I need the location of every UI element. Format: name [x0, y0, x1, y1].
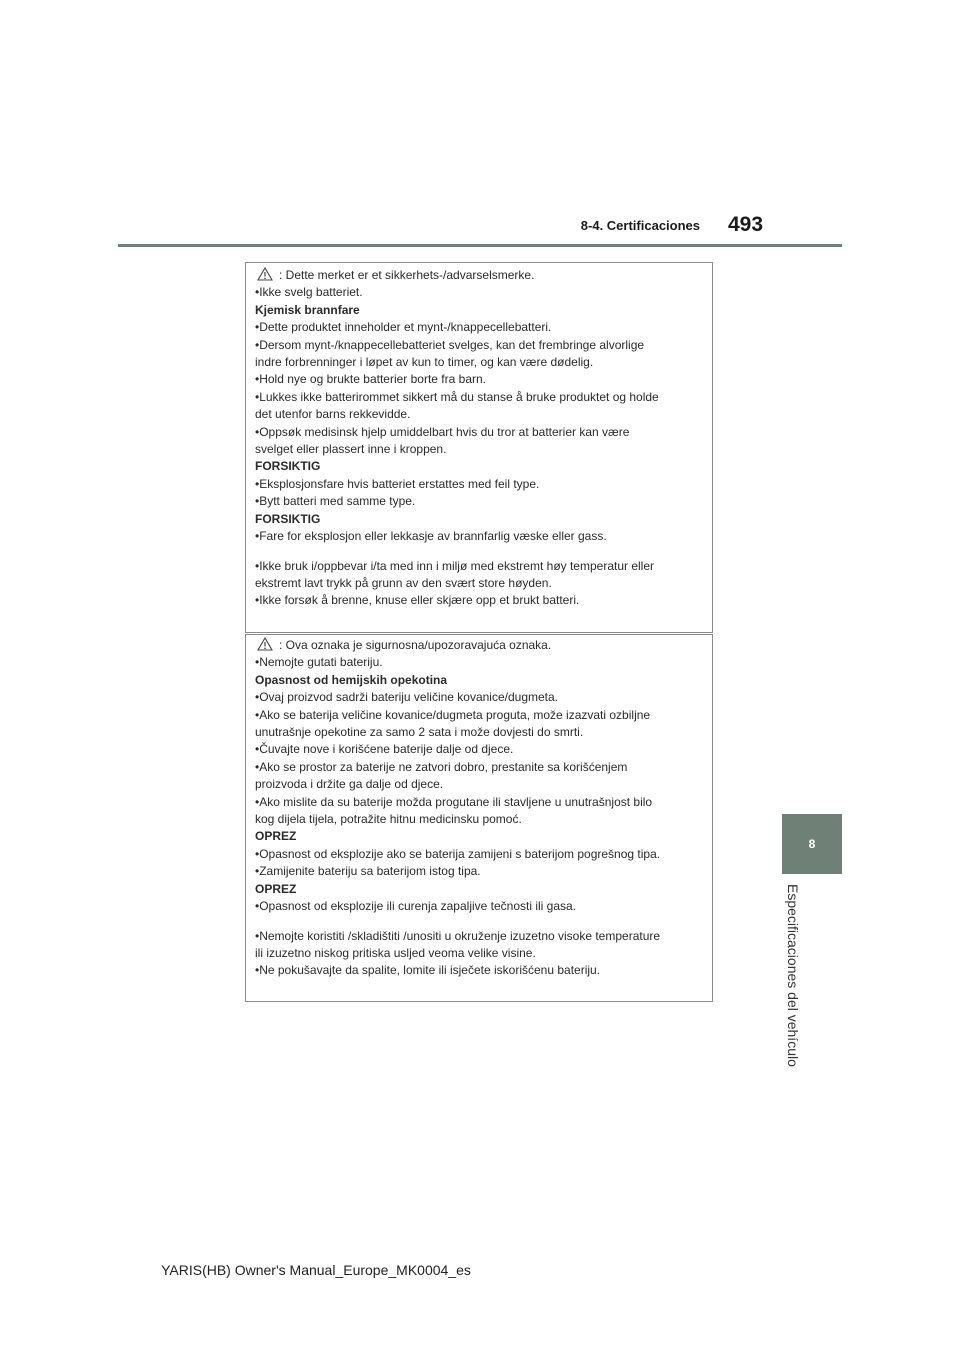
- label-line: •Opasnost od eksplozije ili curenja zapaljive tečnosti ili gasa.: [255, 899, 577, 914]
- label-line: •Ikke svelg batteriet.: [255, 285, 363, 300]
- label-line: •Ako mislite da su baterije možda progutane ili stavljene u unutrašnjost bilo: [255, 794, 653, 809]
- label-line: •Nemojte gutati bateriju.: [255, 655, 383, 670]
- chapter-tab: 8: [782, 814, 842, 874]
- label-line: •Ikke forsøk å brenne, knuse eller skjære opp et brukt batteri.: [255, 593, 580, 608]
- chapter-side-label: Especificaciones del vehículo: [785, 884, 801, 1067]
- label-line: •Fare for eksplosjon eller lekkasje av brannfarlig væske eller gass.: [255, 529, 607, 544]
- label-line: indre forbrenninger i løpet av kun to timer, og kan være dødelig.: [255, 355, 594, 370]
- header-rule: [118, 244, 842, 247]
- label-line: •Ne pokušavajte da spalite, lomite ili isječete iskorišćenu bateriju.: [255, 963, 601, 978]
- label-line: ili izuzetno niskog pritiska usljed veoma velike visine.: [255, 945, 536, 960]
- label-line: ekstremt lavt trykk på grunn av den svært store høyden.: [255, 575, 552, 590]
- label-line: •Eksplosjonsfare hvis batteriet erstattes med feil type.: [255, 476, 540, 491]
- label-line: •Dette produktet inneholder et mynt-/knappecellebatteri.: [255, 320, 552, 335]
- label-line: kog dijela tijela, potražite hitnu medicinsku pomoć.: [255, 812, 522, 827]
- page-number: 493: [728, 213, 764, 236]
- croatian-battery-label: [255, 637, 700, 980]
- manual-footer: [0, 1262, 960, 1278]
- label-heading: OPREZ: [255, 829, 297, 844]
- label-heading: Kjemisk brannfare: [255, 302, 360, 317]
- label-line: •Opasnost od eksplozije ako se baterija zamijeni s baterijom pogrešnog tipa.: [255, 846, 661, 861]
- warning-triangle-icon: [255, 637, 277, 651]
- label-line: •Ikke bruk i/oppbevar i/ta med inn i miljø med ekstremt høy temperatur eller: [255, 558, 655, 573]
- label-line: •Ako se baterija veličine kovanice/dugmeta proguta, može izazvati ozbiljne: [255, 707, 651, 722]
- label-line: •Nemojte koristiti /skladištiti /unositi u okruženje izuzetno visoke temperature: [255, 928, 661, 943]
- warning-mark-text: : Dette merket er et sikkerhets-/advarselsmerke.: [279, 268, 535, 282]
- warning-mark-text: : Ova oznaka je sigurnosna/upozoravajuća oznaka.: [279, 638, 552, 652]
- footer-text: YARIS(HB) Owner's Manual_Europe_MK0004_es: [161, 1262, 471, 1278]
- norwegian-battery-label: [255, 267, 700, 610]
- label-line: •Dersom mynt-/knappecellebatteriet svelges, kan det frembringe alvorlige: [255, 337, 645, 352]
- label-line: unutrašnje opekotine za samo 2 sata i može dovjesti do smrti.: [255, 725, 584, 740]
- label-line: proizvoda i držite ga dalje od djece.: [255, 777, 444, 792]
- label-line: det utenfor barns rekkevidde.: [255, 407, 411, 422]
- label-line: •Bytt batteri med samme type.: [255, 494, 416, 509]
- label-line: •Ako se prostor za baterije ne zatvori dobro, prestanite sa korišćenjem: [255, 759, 628, 774]
- label-line: •Zamijenite bateriju sa baterijom istog tipa.: [255, 864, 481, 879]
- label-heading: FORSIKTIG: [255, 511, 321, 526]
- label-line: •Ovaj proizvod sadrži bateriju veličine kovanice/dugmeta.: [255, 690, 559, 705]
- label-line: •Oppsøk medisinsk hjelp umiddelbart hvis du tror at batterier kan være: [255, 424, 630, 439]
- label-line: •Čuvajte nove i korišćene baterije dalje od djece.: [255, 742, 514, 757]
- label-heading: Opasnost od hemijskih opekotina: [255, 672, 448, 687]
- label-line: •Lukkes ikke batterirommet sikkert må du stanse å bruke produktet og holde: [255, 389, 659, 404]
- label-line: •Hold nye og brukte batterier borte fra barn.: [255, 372, 486, 387]
- label-heading: FORSIKTIG: [255, 459, 321, 474]
- label-heading: OPREZ: [255, 881, 297, 896]
- section-title: 8-4. Certificaciones: [580, 218, 700, 233]
- label-line: svelget eller plassert inne i kroppen.: [255, 442, 447, 457]
- warning-triangle-icon: [255, 267, 277, 281]
